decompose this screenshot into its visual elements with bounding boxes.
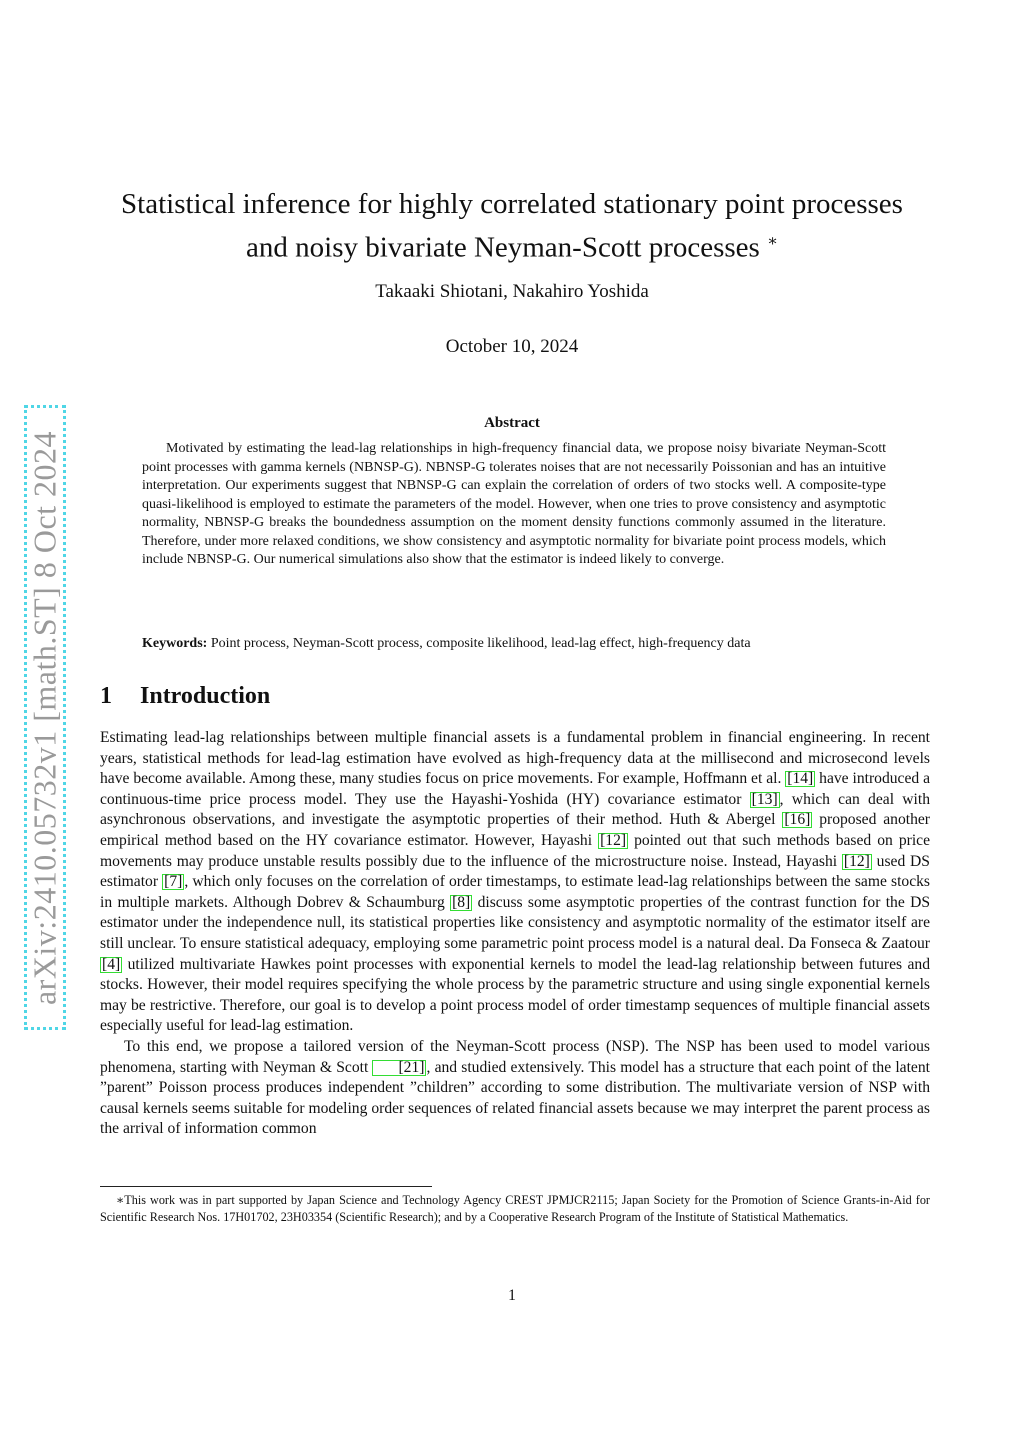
citation-link[interactable]: [8] bbox=[452, 893, 471, 911]
text-run: Estimating lead-lag relationships between multiple financial assets is a fundamental problem in financial engineering. In recent years, statistical methods for lead-lag estimation have evolved as high-frequency data at the millisecond and microsecond levels have become available. Among these, many studies focus on price movements. For example, Hoffmann et al. bbox=[100, 729, 930, 788]
keywords bbox=[142, 636, 902, 652]
citation-link[interactable]: [12] bbox=[843, 852, 870, 870]
arxiv-stamp bbox=[24, 405, 66, 1030]
text-run: , and studied extensively. This model has a structure that each point of the latent ”parent” Poisson process produces independent ”children” according to some distribution. The multivariate version of NSP with causal kernels seems suitable for modeling order sequences of related financial assets because we may interpret the parent process as the arrival of information common bbox=[100, 1058, 930, 1138]
text-run: utilized multivariate Hawkes point processes with exponential kernels to model the lead-lag relationship between futures and stocks. However, their model requires specifying the whole process by the parametric structure and using single exponential kernels may be restrictive. Therefore, our goal is to develop a point process model of order timestamp sequences of multiple financial assets especially useful for lead-lag estimation. bbox=[100, 955, 930, 1035]
footnote-rule bbox=[100, 1186, 432, 1187]
title-footnote-mark: ∗ bbox=[767, 233, 778, 250]
section-number: 1 bbox=[100, 683, 112, 709]
authors: Takaaki Shiotani, Nakahiro Yoshida bbox=[375, 281, 649, 302]
title-line-1: Statistical inference for highly correlated stationary point processes bbox=[121, 188, 903, 220]
paragraph-1 bbox=[100, 728, 930, 1037]
citation-link[interactable]: [14] bbox=[787, 770, 814, 788]
abstract-text: Motivated by estimating the lead-lag relationships in high-frequency financial data, we propose noisy bivariate Neyman-Scott point processes with gamma kernels (NBNSP-G). NBNSP-G tolerates noises that are not necessarily Poissonian and has an intuitive interpretation. Our experiments suggest that NBNSP-G can explain the correlation of orders of two stocks well. A composite-type quasi-likelihood is employed to estimate the parameters of the model. However, when one tries to prove consistency and asymptotic normality, NBNSP-G breaks the boundedness assumption on the moment density functions commonly assumed in the literature. Therefore, under more relaxed conditions, we show consistency and asymptotic normality for bivariate point process models, which include NBNSP-G. Our numerical simulations also show that the estimator is indeed likely to converge. bbox=[142, 441, 886, 567]
arxiv-stamp-text: arXiv:2410.05732v1 [math.ST] 8 Oct 2024 bbox=[26, 430, 63, 1005]
text-run: , which can deal with asynchronous observations, and investigate the asymptotic properties of their method. Huth & Abergel bbox=[100, 790, 930, 829]
keywords-label: Keywords: bbox=[142, 636, 208, 651]
citation-link[interactable]: [12] bbox=[600, 831, 627, 849]
text-run: To this end, we propose a tailored version of the Neyman-Scott process (NSP). The NSP has been used to model various phenomena, starting with Neyman & Scott bbox=[100, 1037, 930, 1076]
intro-body bbox=[100, 728, 930, 1140]
text-run: used DS estimator bbox=[100, 852, 930, 891]
footnote: ∗This work was in part supported by Japan Science and Technology Agency CREST JPMJCR2115; Japan Society for the Promotion of Science Grants-in-Aid for Scientific Research Nos. 17H01702, 23H03354 (Scientific Research); and by a Cooperative Research Program of the Institute of Statistical Mathematics. bbox=[100, 1193, 930, 1224]
citation-link[interactable]: [16] bbox=[784, 811, 811, 829]
text-run: discuss some asymptotic properties of the contrast function for the DS estimator under the independence null, its statistical properties like consistency and asymptotic normality of the estimator itself are still unclear. To ensure statistical adequacy, employing some parametric point process model is a natural deal. Da Fonseca & Zaatour bbox=[100, 893, 931, 952]
citation-link[interactable]: [4] bbox=[102, 955, 121, 973]
citation-link[interactable]: [7] bbox=[164, 873, 183, 891]
date: October 10, 2024 bbox=[445, 336, 579, 357]
text-run: have introduced a continuous-time price process model. They use the Hayashi-Yoshida (HY) covariance estimator bbox=[100, 770, 930, 808]
citation-link[interactable]: [21] bbox=[372, 1060, 426, 1076]
text-run: proposed another empirical method based on the HY covariance estimator. However, Hayashi bbox=[100, 811, 930, 849]
paper-title bbox=[90, 186, 934, 267]
abstract-heading: Abstract bbox=[484, 415, 540, 431]
citation-link[interactable]: [13] bbox=[751, 790, 778, 808]
text-run: , which only focuses on the correlation of order timestamps, to estimate lead-lag relationships between the same stocks in multiple markets. Although Dobrev & Schaumburg bbox=[100, 873, 930, 911]
keywords-list: Point process, Neyman-Scott process, composite likelihood, lead-lag effect, high-frequency data bbox=[210, 636, 751, 651]
page-number: 1 bbox=[508, 1287, 516, 1304]
paragraph-2 bbox=[100, 1037, 930, 1140]
section-title: Introduction bbox=[140, 683, 271, 709]
section-heading bbox=[100, 683, 270, 710]
title-line-2: and noisy bivariate Neyman-Scott processes bbox=[246, 231, 760, 264]
text-run: pointed out that such methods based on price movements may produce unstable results possibly due to the influence of the microstructure noise. Instead, Hayashi bbox=[100, 831, 931, 870]
